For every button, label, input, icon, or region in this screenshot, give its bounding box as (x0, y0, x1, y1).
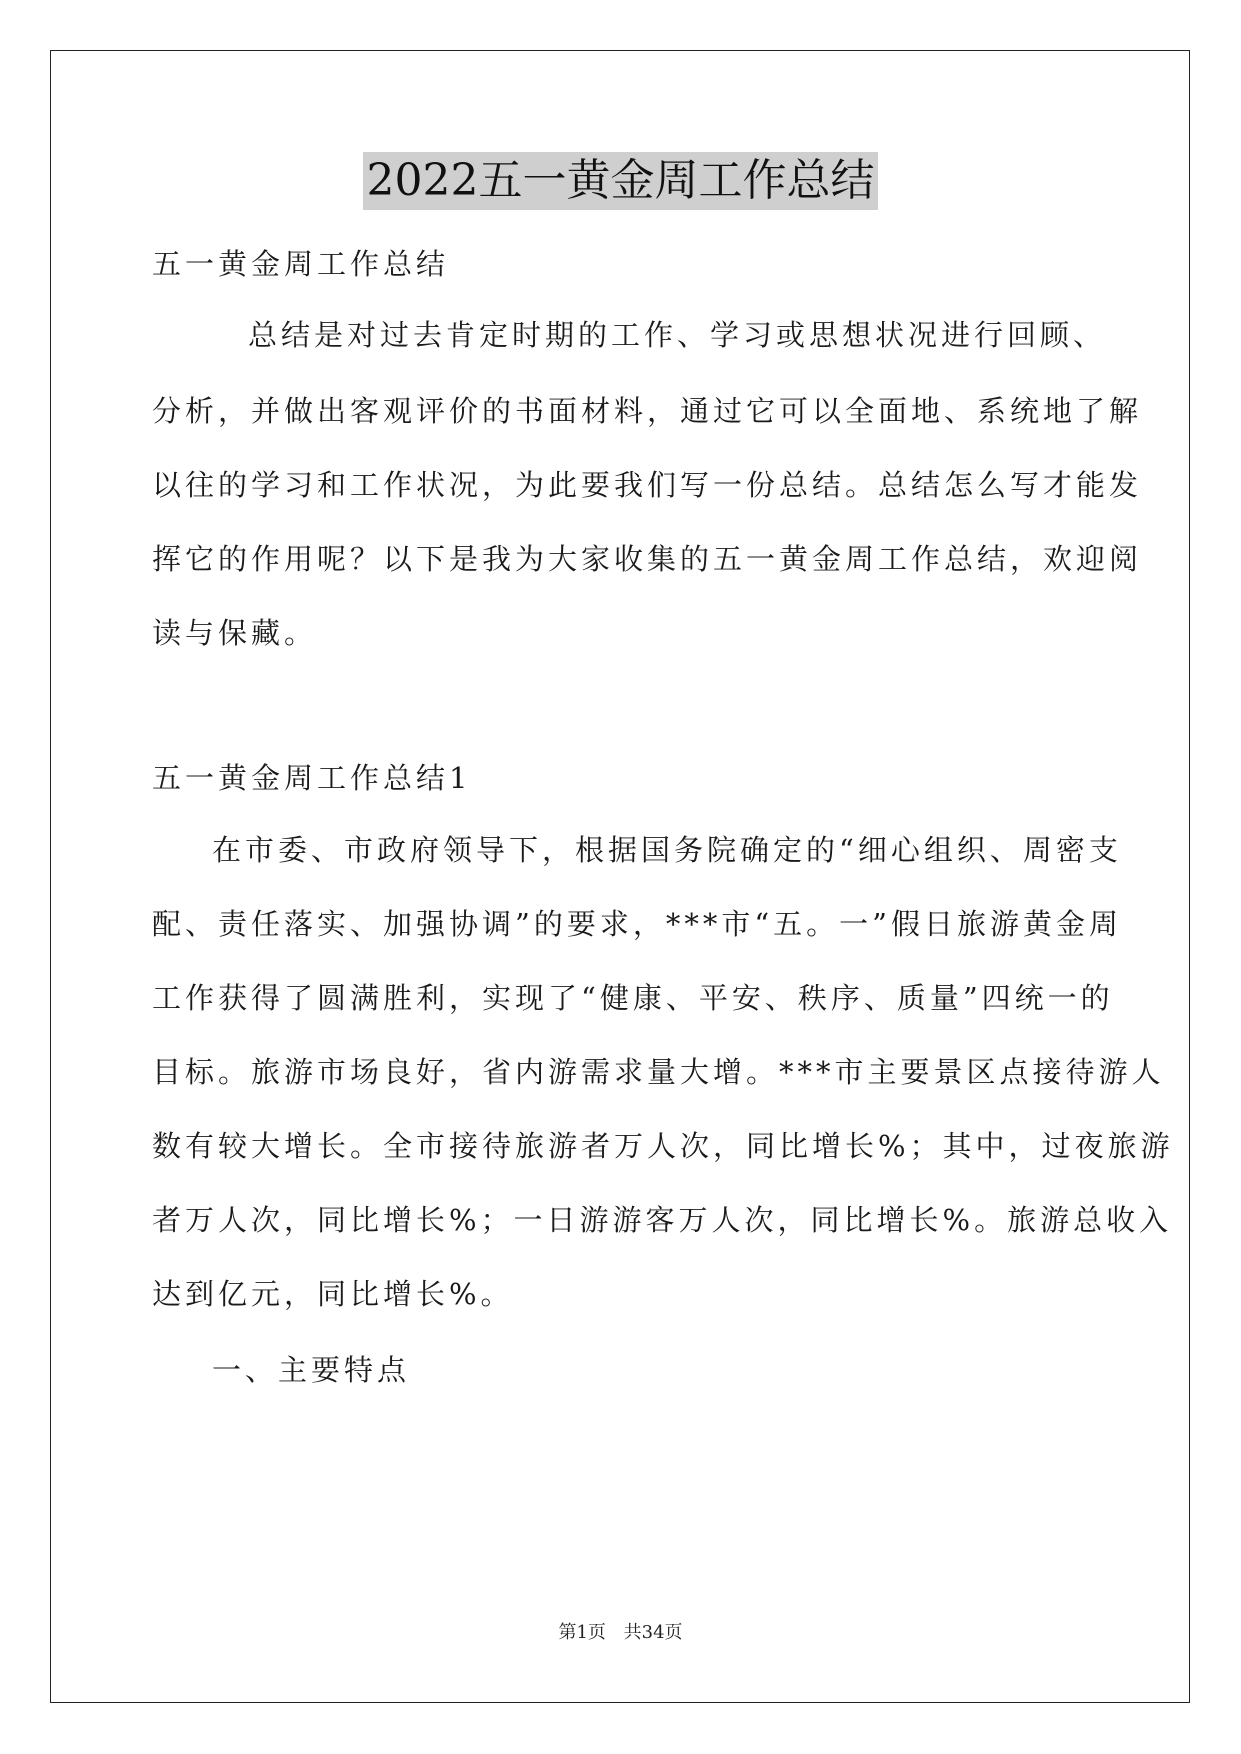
title-container (0, 152, 1241, 210)
body-line: 工作获得了圆满胜利，实现了“健康、平安、秩序、质量”四统一的 (152, 981, 1114, 1015)
body-line: 目标。旅游市场良好，省内游需求量大增。***市主要景区点接待游人 (152, 1055, 1165, 1089)
page-number: 第1页 (558, 1622, 606, 1643)
intro-line: 读与保藏。 (152, 616, 318, 650)
intro-line: 以往的学习和工作状况，为此要我们写一份总结。总结怎么写才能发 (152, 468, 1143, 502)
body-line: 数有较大增长。全市接待旅游者万人次，同比增长%；其中，过夜旅游 (152, 1129, 1174, 1163)
page-footer (0, 1618, 1241, 1644)
section-heading: 五一黄金周工作总结1 (152, 761, 472, 795)
body-line: 在市委、市政府领导下，根据国务院确定的“细心组织、周密支 (212, 833, 1122, 867)
body-line: 者万人次，同比增长%；一日游游客万人次，同比增长%。旅游总收入 (152, 1203, 1173, 1237)
intro-line: 总结是对过去肯定时期的工作、学习或思想状况进行回顾、 (248, 318, 1107, 352)
body-line: 达到亿元，同比增长%。 (152, 1277, 514, 1311)
sub-heading: 一、主要特点 (212, 1353, 411, 1387)
intro-line: 分析，并做出客观评价的书面材料，通过它可以全面地、系统地了解 (152, 394, 1143, 428)
intro-line: 挥它的作用呢？以下是我为大家收集的五一黄金周工作总结，欢迎阅 (152, 542, 1143, 576)
document-subtitle: 五一黄金周工作总结 (152, 247, 450, 281)
page-total: 共34页 (623, 1622, 683, 1643)
page-border (50, 50, 1190, 1703)
body-line: 配、责任落实、加强协调”的要求，***市“五。一”假日旅游黄金周 (152, 907, 1122, 941)
document-title: 2022五一黄金周工作总结 (363, 152, 879, 210)
